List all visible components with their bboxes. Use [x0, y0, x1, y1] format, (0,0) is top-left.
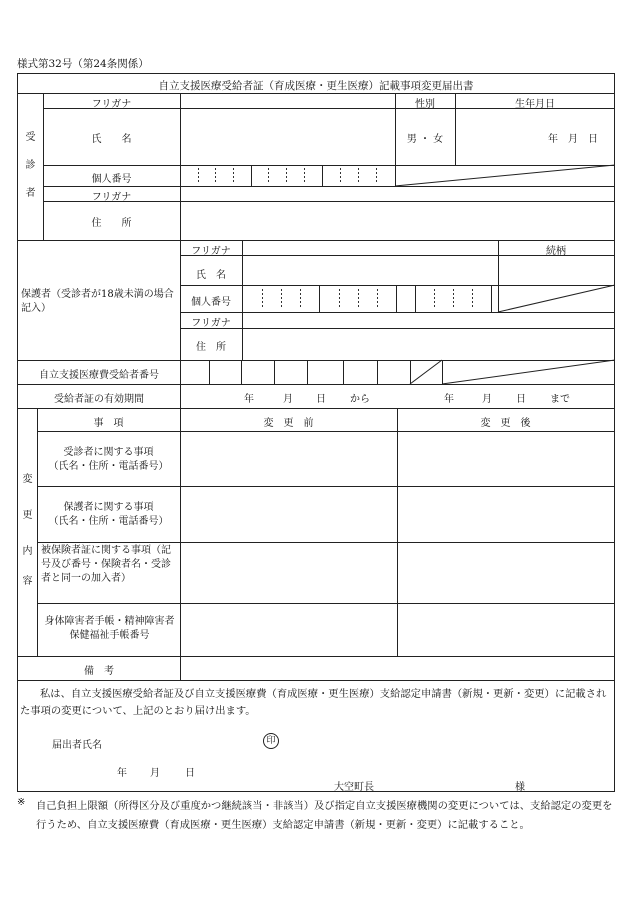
birthdate-value: 年 月 日 — [548, 134, 598, 145]
guardian-name-label: 氏 名 — [196, 270, 226, 281]
validity-from-day: 日 — [316, 394, 326, 405]
guardian-section-label: 保護者（受診者が18歳未満の場合記入） — [21, 289, 174, 314]
seal-mark: 印 — [263, 733, 279, 749]
mayor-label: 大空町長 — [334, 782, 374, 793]
patient-furigana-label: フリガナ — [91, 99, 132, 110]
guardian-personal-number-label: 個人番号 — [191, 297, 231, 308]
patient-address-label: 住 所 — [91, 218, 132, 229]
change-row-disability-book: 身体障害者手帳・精神障害者保健福祉手帳番号 — [44, 616, 175, 641]
validity-to-month: 月 — [482, 394, 492, 405]
validity-from-word: から — [350, 394, 370, 405]
validity-from-year: 年 — [244, 394, 254, 405]
change-row-guardian: 保護者に関する事項 （氏名・住所・電話番号） — [48, 502, 169, 527]
validity-from-month: 月 — [283, 394, 293, 405]
applicant-name-label: 届出者氏名 — [52, 740, 102, 751]
validity-to-word: まで — [550, 394, 570, 405]
patient-name-label: 氏 名 — [91, 134, 132, 145]
change-row-patient: 受診者に関する事項 （氏名・住所・電話番号） — [48, 447, 169, 472]
guardian-address-label: 住 所 — [196, 342, 226, 353]
changes-after-header: 変 更 後 — [480, 418, 531, 429]
guardian-furigana-label: フリガナ — [191, 246, 231, 257]
change-row-insurance: 被保険者証に関する事項（記号及び番号・保険者名・受診者と同一の加入者） — [41, 545, 171, 584]
note-mark: ※ — [17, 797, 26, 808]
changes-section-label: 変 更 内 容 — [22, 474, 33, 587]
relation-header: 続柄 — [546, 246, 566, 257]
form-title: 自立支援医療受給者証（育成医療・更生医療）記載事項変更届出書 — [158, 80, 474, 92]
declaration-text: 私は、自立支援医療受給者証及び自立支援医療費（育成医療・更生医療）支給認定申請書（新規・更新・変更）に記載された事項の変更について、上記のとおり届け出ます。 — [20, 688, 607, 717]
birthdate-header: 生年月日 — [515, 99, 555, 110]
changes-before-header: 変 更 前 — [263, 418, 314, 429]
patient-furigana2-label: フリガナ — [91, 192, 132, 203]
form-number: 様式第32号（第24条関係） — [17, 58, 149, 70]
remarks-label: 備 考 — [84, 666, 114, 677]
note-text: 自己負担上限額（所得区分及び重度かつ継続該当・非該当）及び指定自立支援医療機関の変更については、支給認定の変更を行うため、自立支援医療費（育成医療・更生医療）支給認定申請書（新規・更新・変更）に記載すること。 — [36, 800, 613, 831]
date-year: 年 — [117, 768, 127, 779]
guardian-furigana2-label: フリガナ — [191, 318, 231, 329]
patient-section-label: 受 診 者 — [25, 132, 36, 199]
patient-personal-number-label: 個人番号 — [91, 174, 132, 185]
validity-label: 受給者証の有効期間 — [54, 394, 144, 405]
changes-item-header: 事 項 — [93, 418, 124, 429]
gender-header: 性別 — [415, 99, 435, 110]
date-day: 日 — [185, 768, 195, 779]
recipient-number-label: 自立支援医療費受給者番号 — [39, 370, 159, 381]
gender-options[interactable]: 男 ・ 女 — [406, 134, 444, 145]
validity-to-day: 日 — [516, 394, 526, 405]
date-month: 月 — [150, 768, 160, 779]
honorific: 様 — [515, 782, 525, 793]
validity-to-year: 年 — [444, 394, 454, 405]
